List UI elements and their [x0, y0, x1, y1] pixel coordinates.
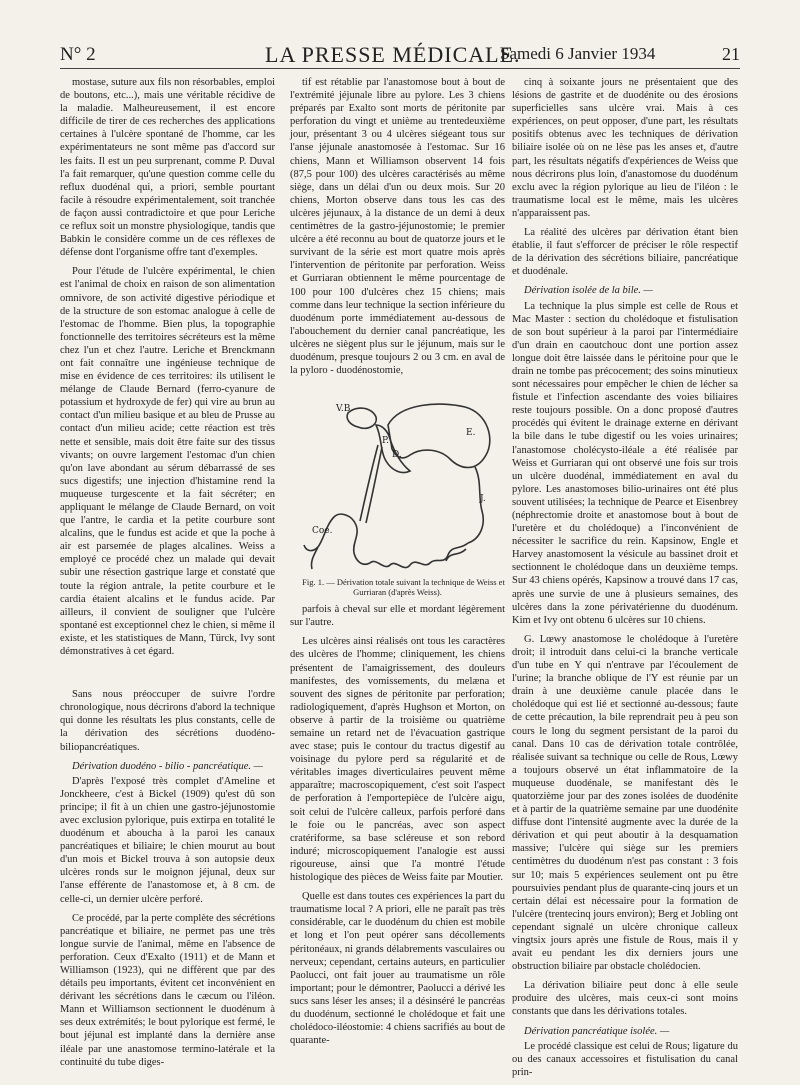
column-left [60, 76, 275, 1075]
anatomical-figure [290, 385, 505, 573]
paragraph: G. Lœwy anastomose le cholédoque à l'uretère droit; il introduit dans celui-ci la branche verticale d'un tube en Y qui n'entrave par l'écoulement de l'urine; la branche oblique de l'Y est réunie par un drain à une deuxième canule placée dans le cholédoque qui est lié et sectionné au-dessous; faute de cette précaution, la bile reprendrait peu à peu son cours le long du segment persistant de la paroi du canal. Dans 10 cas de dérivation totale contrôlée, réalisée suivant sa technique ou celle de Rous, Lœwy a toujours observé un état inflammatoire de la muqueuse duodénale, se manifestant dès le quatorzième jour par des zones isolées de duodénite et à partir de la quatrième semaine par une duodénite diffuse dont l'intensité augmente avec la durée de la dérivation et qui peut aboutir à la desquamation massive; l'ulcère qui siège sur les premiers centimètres du duodénum n'est pas constant : 3 fois sur 10; mais 5 expériences seulement ont pu être poursuivies pendant plus de quarante-cinq jours et un certain délai est nécessaire pour la formation de l'ulcère (trentecinq jours environ); Berg et Jobling ont cependant signalé un ulcère chronique calleux vingtsix jours après une fistule de Rous, mais il y avait eu pendant les dix derniers jours une obstruction biliaire par obstacle cholédocien. [512, 633, 738, 973]
paragraph: Ce procédé, par la perte complète des sécrétions pancréatique et biliaire, ne permet pas une très longue survie de l'animal, même en l'absence de perforation. Ceux d'Exalto (1911) et de Mann et Williamson (1923), qui ne diffèrent que par des détails peu importants, évitent cet inconvénient en dérivant les sécrétions dans le cæcum ou l'iléon. Mann et Williamson sectionnent le duodénum à ses deux extrémités; le bout pylorique est fermé, le bout jéjunal est implanté dans la dernière anse iléale par une anastomose termino-latérale et la continuité du tube diges- [60, 912, 275, 1068]
label-p: P. [382, 436, 390, 447]
paragraph: Le procédé classique est celui de Rous; ligature du ou des canaux accessoires et fistulisation du canal prin- [512, 1040, 738, 1078]
paragraph: Les ulcères ainsi réalisés ont tous les caractères des ulcères de l'homme; cliniquement, les chiens présentent de l'amaigrissement, des douleurs manifestes, des vomissements, du melæna et souvent des signes de péritonite par perforation; radiologiquement, d'après Hughson et Morton, on observe à partir de la troisième ou quatrième semaine un retard net de l'évacuation gastrique avec stase; puis le contour du tractus digestif au voisinage du pylore perd sa régularité et de véritables images diverticulaires peuvent même apparaître; macroscopiquement, c'est soit l'aspect de perforation à l'emportepièce de l'ulcère aigu, soit celui de l'ulcère calleux, parfois perforé dans le foie ou le pancréas, avec son aspect cratériforme, sa base scléreuse et son rebord induré; microscopiquement l'analogie est aussi rigoureuse, ainsi que l'a montré l'étude histologique des pièces de Weiss faite par Moutier. [290, 636, 505, 884]
issue-number: N° 2 [60, 44, 96, 65]
column-right [512, 76, 738, 1085]
page-number: 21 [722, 44, 740, 64]
label-j: J. [480, 494, 486, 505]
paragraph: La réalité des ulcères par dérivation étant bien établie, il faut s'efforcer de préciser le rôle respectif de la dérivation des sécrétions biliaire, pancréatique et duodénale. [512, 227, 738, 278]
paragraph: parfois à cheval sur elle et mordant légèrement sur l'autre. [290, 604, 505, 629]
paragraph: mostase, suture aux fils non résorbables, emploi de boutons, etc...), mais une véritable récidive de la maladie. Malheureusement, il est encore difficile de tirer de ces recherches des applications certaines à l'ulcère spontané de l'homme, car les expérimentateurs ne sont même pas d'accord sur les faits. Il est un peu surprenant, comme P. Duval l'a fait remarquer, qu'une question comme celle du reflux duodénal qui, a priori, semble pourtant facile à résoudre expérimentalement, soit tranchée de façon aussi contradictoire et que pour Leriche ce reflux soit un monstre physiologique, tandis que Babkin le considère comme un de ces réflexes de défense dont l'organisme offre tant d'exemples. [60, 77, 275, 259]
figure-drawing [290, 385, 505, 573]
paragraph: D'après l'exposé très complet d'Ameline et Jonckheere, c'est à Bickel (1909) qu'est dû son principe; il fit à un chien une gastro-jéjunostomie avec exclusion pylorique, puis extirpa en totalité le duodénum et aboucha à la paroi les canaux pancréatiques et biliaire; le chien mourut au bout d'un mois et Bickel trouva à son autopsie deux ulcères ronds sur le moignon jéjunal, deux sur l'anse efférente de l'anastomose et, à 8 cm. de celle-ci, un dernier ulcère perforé. [60, 775, 275, 905]
issue-date: Samedi 6 Janvier 1934 [500, 44, 656, 63]
paragraph: tif est rétablie par l'anastomose bout à bout de l'extrémité jéjunale libre au pylore. Les 3 chiens préparés par Exalto sont morts de péritonite par perforation du vingt et unième au trentedeuxième jour, présentant 3 ou 4 ulcères siégeant tous sur l'anse jéjunale anastomosée à l'estomac. Sur 16 chiens, Mann et Williamson observent 14 fois (87,5 pour 100) des ulcères caractérisés au même siège, dans un délai d'un ou deux mois. Sur 20 chiens, Morton observe dans tous les cas des ulcères jéjunaux, à la distance de un demi à deux centimètres de la gastro-jéjunostomie; le premier ulcère a été reconnu au bout de quatorze jours et le survivant de la série est mort quatre mois après l'intervention de péritonite par perforation. Weiss et Gurriaran obtiennent le même pourcentage de 100 pour 100 d'ulcères chez 15 chiens; mais comme dans leur technique la section inférieure du duodénum porte immédiatement au-dessous de l'abouchement du dernier canal pancréatique, les ulcères ne siègent plus sur le jéjunum, mais sur le duodénum, presque toujours 2 ou 3 cm. en aval de la pyloro - duodénostomie, [290, 77, 505, 377]
paragraph: La dérivation biliaire peut donc à elle seule produire des ulcères, mais ceux-ci sont moins constants que dans les dérivations totales. [512, 980, 738, 1018]
journal-title: LA PRESSE MÉDICALE. [265, 42, 521, 67]
section-heading: Dérivation pancréatique isolée. — [524, 1025, 670, 1037]
section-heading: Dérivation duodéno - bilio - pancréatique. — [72, 760, 264, 772]
label-coe: Coe. [312, 526, 333, 537]
masthead [60, 40, 740, 69]
paragraph: Quelle est dans toutes ces expériences la part du traumatisme local ? A priori, elle ne paraît pas très considérable, car le duodénum du chien est mobile et long et l'on peut opérer sans décollements péritonéaux, ni grands délabrements vasculaires ou nerveux; cependant, certains auteurs, en particulier Paolucci, ont fait jouer au traumatisme un rôle important; pour le démontrer, Paolucci a dérivé les sucs sans léser les anses; il a désinséré le pancréas du duodénum, sectionné le cholédoque et fait une cholédoco-iléostomie: 4 chiens sacrifiés au bout de quarante- [290, 891, 505, 1047]
section-heading: Dérivation isolée de la bile. — [524, 285, 653, 297]
label-vb: V.B. [336, 404, 354, 415]
paragraph: cinq à soixante jours ne présentaient que des lésions de gastrite et de duodénite ou des érosions superficielles sans ulcère vrai. Mais à ces expériences, on peut opposer, d'une part, les résultats positifs obtenus avec les techniques de dérivation biliaire isolée où on ne lèse pas les anses et, d'autre part, les résultats négatifs d'expériences de Weiss que nous décrirons plus loin, d'anastomose du duodénum exclu avec la région pylorique au lieu de l'iléon : le traumatisme local est le même, mais les ulcères n'apparaissent pas. [512, 77, 738, 219]
label-d: D. [392, 450, 402, 461]
figure-caption: Fig. 1. — Dérivation totale suivant la technique de Weiss et Gurriaran (d'après Weiss). [302, 577, 505, 598]
label-e: E. [466, 428, 476, 439]
column-middle [290, 76, 505, 1053]
paragraph: Pour l'étude de l'ulcère expérimental, le chien est l'animal de choix en raison de son alimentation omnivore, de son activité digestive périodique et de la structure de son estomac analogue à celle de l'estomac de l'homme. Bien plus, la topographie fonctionnelle des territoires sécréteurs est la même chez l'un et chez l'autre. Leriche et Brenckmann ont fait connaître une ingénieuse technique de mise en évidence de ces territoires: ils utilisent le mélange de Claude Bernard (ferro-cyanure de potassium et hydroxyde de fer) qui vire au brun au contact d'un milieu basique et au bleu de Prusse au contact d'un milieu acide; cette réaction est très nette et sensible, mais doit être faite sur des tissus vivants; on ouvre largement l'estomac d'un chien qu'on lave abondant au sérum débarrassé de ses sucs digestifs; une injection d'histamine rend la muqueuse turgescente et la fait sécréter; en appliquant le mélange de Claude Bernard, on voit que l'antre, le cardia et la petite courbure sont alcalins, que le fundus est acide et que la poche à air est parsemée de plages alcalines. Weiss a employé ce procédé chez un malade qui devait subir une résection gastrique large et constaté que toute la région antrale, la petite courbure et le cardia étaient alcalins et le fundus acide. Par ailleurs, il convient de souligner que l'ulcère spontané est exceptionnel chez le chien, si même il existe, et les statistiques de Mann, Türck, Ivy sont démonstratives à cet égard. [60, 266, 275, 658]
paragraph: Sans nous préoccuper de suivre l'ordre chronologique, nous décrirons d'abord la technique qui donne les résultats les plus constants, celle de la dérivation des sécrétions duodéno-biliopancréatiques. [60, 689, 275, 753]
paragraph: La technique la plus simple est celle de Rous et Mac Master : section du cholédoque et fistulisation de son bout supérieur à la paroi par l'intermédiaire d'un drain en caoutchouc dont une portion assez longue doit être laissée dans le péritoine pour que le drain ne tombe pas précocement; des soins minutieux sont nécessaires pour empêcher le chien de lécher sa fistule et l'infection ascendante des voies biliaires reste toujours possible. On a donc proposé d'autres procédés qui évitent le drainage externe en dérivant la bile dans le tube digestif ou les voies urinaires; l'anastomose cholécysto-iléale a été réalisée par Weiss et Gurriaran qui ont observé une fois sur trois un ulcère duodénal, immédiatement en aval du pylore. Les anastomoses bilio-urinaires ont été plus souvent utilisées; la technique de Pearce et Eisenbrey (néphrectomie droite et anastomose bout à bout de l'uretère et du cholédoque) a l'inconvénient de nécessiter le sacrifice du rein. Kapsinow, Engle et Harvey anastomosent la vésicule au bassinet droit et sectionnent le cholédoque dans un deuxième temps. Sur 43 chiens opérés, Kapsinow a trouvé dans 17 cas, après une survie de une à plusieurs semaines, des ulcères dans la zone périvatérienne du duodénum. Kim et Ivy ont obtenu 6 ulcères sur 10 chiens. [512, 300, 738, 626]
